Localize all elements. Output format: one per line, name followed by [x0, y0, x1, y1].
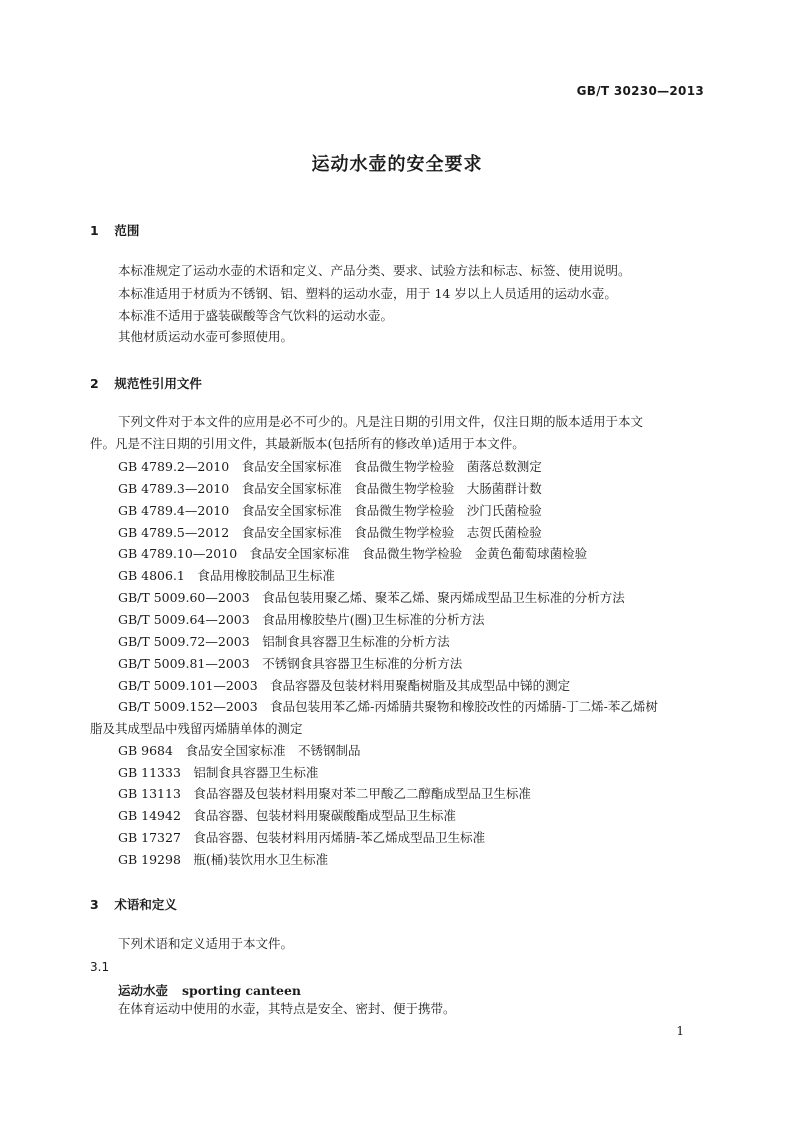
paragraph: 本标准不适用于盛装碳酸等含气饮料的运动水壶。 [118, 308, 394, 323]
reference-item: GB/T 5009.81—2003 不锈钢食具容器卫生标准的分析方法 [118, 656, 463, 671]
term-number: 3.1 [90, 960, 110, 974]
reference-item: GB/T 5009.60—2003 食品包装用聚乙烯、聚苯乙烯、聚丙烯成型品卫生标准的分析方法 [118, 590, 625, 605]
section-number: 2 [90, 376, 99, 391]
reference-item: GB 4789.4—2010 食品安全国家标准 食品微生物学检验 沙门氏菌检验 [118, 503, 542, 518]
reference-item: GB/T 5009.64—2003 食品用橡胶垫片(圈)卫生标准的分析方法 [118, 612, 485, 627]
reference-item: GB 11333 铝制食具容器卫生标准 [118, 765, 319, 780]
paragraph: 下列文件对于本文件的应用是必不可少的。凡是注日期的引用文件，仅注日期的版本适用于本文 [118, 414, 644, 429]
reference-item: GB 4789.3—2010 食品安全国家标准 食品微生物学检验 大肠菌群计数 [118, 481, 542, 496]
page-number: 1 [676, 1024, 684, 1038]
paragraph: 本标准规定了运动水壶的术语和定义、产品分类、要求、试验方法和标志、标签、使用说明。 [118, 263, 631, 278]
term-english: sporting canteen [182, 983, 301, 998]
term-chinese: 运动水壶 [118, 983, 169, 998]
paragraph: 下列术语和定义适用于本文件。 [118, 936, 294, 951]
reference-item: GB 14942 食品容器、包装材料用聚碳酸酯成型品卫生标准 [118, 808, 456, 823]
reference-item: GB 9684 食品安全国家标准 不锈钢制品 [118, 743, 361, 758]
reference-item: GB 4789.10—2010 食品安全国家标准 食品微生物学检验 金黄色葡萄球菌检验 [118, 546, 588, 561]
standard-code: GB/T 30230—2013 [576, 84, 704, 98]
reference-item: GB 4789.5—2012 食品安全国家标准 食品微生物学检验 志贺氏菌检验 [118, 525, 542, 540]
section-2-heading [90, 374, 202, 392]
section-number: 1 [90, 223, 99, 238]
section-title: 规范性引用文件 [114, 376, 202, 391]
paragraph: 件。凡是不注日期的引用文件，其最新版本(包括所有的修改单)适用于本文件。 [90, 436, 525, 451]
reference-item: GB 19298 瓶(桶)装饮用水卫生标准 [118, 852, 329, 867]
reference-item-continuation: 脂及其成型品中残留丙烯腈单体的测定 [90, 721, 303, 736]
paragraph: 其他材质运动水壶可参照使用。 [118, 329, 294, 344]
reference-item: GB 4789.2—2010 食品安全国家标准 食品微生物学检验 菌落总数测定 [118, 459, 542, 474]
term-heading [118, 981, 301, 999]
reference-item: GB 13113 食品容器及包装材料用聚对苯二甲酸乙二醇酯成型品卫生标准 [118, 786, 531, 801]
reference-item: GB/T 5009.72—2003 铝制食具容器卫生标准的分析方法 [118, 634, 450, 649]
term-definition: 在体育运动中使用的水壶，其特点是安全、密封、便于携带。 [118, 1001, 456, 1016]
reference-item: GB 4806.1 食品用橡胶制品卫生标准 [118, 568, 335, 583]
section-number: 3 [90, 897, 99, 912]
section-1-heading [90, 221, 139, 239]
section-3-heading [90, 895, 177, 913]
section-title: 范围 [114, 223, 140, 238]
reference-item: GB/T 5009.152—2003 食品包装用苯乙烯-丙烯腈共聚物和橡胶改性的丙烯腈-丁二烯-苯乙烯树 [118, 699, 658, 714]
section-title: 术语和定义 [114, 897, 177, 912]
reference-item: GB/T 5009.101—2003 食品容器及包装材料用聚酯树脂及其成型品中锑的测定 [118, 678, 571, 693]
paragraph: 本标准适用于材质为不锈钢、铝、塑料的运动水壶，用于 14 岁以上人员适用的运动水壶。 [118, 286, 617, 301]
reference-item: GB 17327 食品容器、包装材料用丙烯腈-苯乙烯成型品卫生标准 [118, 830, 486, 845]
document-title: 运动水壶的安全要求 [311, 154, 483, 175]
